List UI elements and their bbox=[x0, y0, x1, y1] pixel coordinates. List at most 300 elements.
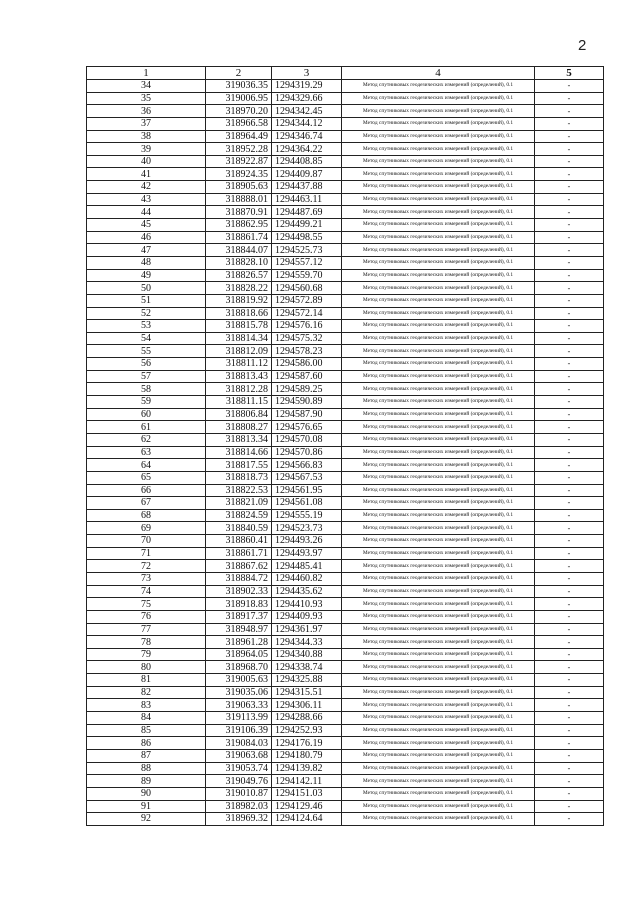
cell-y-coordinate: 1294499.21 bbox=[272, 219, 342, 232]
table-row bbox=[87, 92, 604, 105]
cell-y-coordinate: 1294139.82 bbox=[272, 762, 342, 775]
cell-column-5: - bbox=[535, 307, 604, 320]
cell-method: Метод спутниковых геодезических измерений (определений), 0.1 bbox=[342, 749, 535, 762]
cell-point-number: 45 bbox=[87, 219, 206, 232]
cell-x-coordinate: 319053.74 bbox=[206, 762, 272, 775]
cell-x-coordinate: 318840.59 bbox=[206, 522, 272, 535]
cell-point-number: 50 bbox=[87, 282, 206, 295]
cell-column-5: - bbox=[535, 787, 604, 800]
table-row bbox=[87, 433, 604, 446]
cell-point-number: 87 bbox=[87, 749, 206, 762]
cell-y-coordinate: 1294340.88 bbox=[272, 648, 342, 661]
cell-y-coordinate: 1294575.32 bbox=[272, 332, 342, 345]
table-row bbox=[87, 471, 604, 484]
cell-y-coordinate: 1294485.41 bbox=[272, 560, 342, 573]
cell-y-coordinate: 1294523.73 bbox=[272, 522, 342, 535]
cell-point-number: 44 bbox=[87, 206, 206, 219]
table-row bbox=[87, 130, 604, 143]
cell-method: Метод спутниковых геодезических измерений (определений), 0.1 bbox=[342, 193, 535, 206]
cell-y-coordinate: 1294410.93 bbox=[272, 598, 342, 611]
cell-method: Метод спутниковых геодезических измерений (определений), 0.1 bbox=[342, 547, 535, 560]
cell-method: Метод спутниковых геодезических измерений (определений), 0.1 bbox=[342, 168, 535, 181]
cell-y-coordinate: 1294587.90 bbox=[272, 408, 342, 421]
cell-method: Метод спутниковых геодезических измерений (определений), 0.1 bbox=[342, 800, 535, 813]
table-row bbox=[87, 547, 604, 560]
cell-column-5: - bbox=[535, 320, 604, 333]
cell-y-coordinate: 1294288.66 bbox=[272, 712, 342, 725]
cell-x-coordinate: 318867.62 bbox=[206, 560, 272, 573]
cell-point-number: 60 bbox=[87, 408, 206, 421]
cell-x-coordinate: 318822.53 bbox=[206, 484, 272, 497]
table-row bbox=[87, 143, 604, 156]
cell-method: Метод спутниковых геодезических измерений (определений), 0.1 bbox=[342, 699, 535, 712]
cell-x-coordinate: 318812.09 bbox=[206, 345, 272, 358]
cell-point-number: 92 bbox=[87, 813, 206, 826]
cell-x-coordinate: 318813.34 bbox=[206, 433, 272, 446]
cell-column-5: - bbox=[535, 370, 604, 383]
cell-method: Метод спутниковых геодезических измерений (определений), 0.1 bbox=[342, 471, 535, 484]
cell-y-coordinate: 1294576.16 bbox=[272, 320, 342, 333]
cell-x-coordinate: 318905.63 bbox=[206, 181, 272, 194]
cell-method: Метод спутниковых геодезических измерений (определений), 0.1 bbox=[342, 446, 535, 459]
cell-column-5: - bbox=[535, 522, 604, 535]
cell-column-5: - bbox=[535, 509, 604, 522]
cell-column-5: - bbox=[535, 674, 604, 687]
cell-x-coordinate: 318811.15 bbox=[206, 396, 272, 409]
table-row bbox=[87, 383, 604, 396]
cell-method: Метод спутниковых геодезических измерений (определений), 0.1 bbox=[342, 433, 535, 446]
cell-x-coordinate: 318964.49 bbox=[206, 130, 272, 143]
cell-y-coordinate: 1294344.33 bbox=[272, 636, 342, 649]
cell-method: Метод спутниковых геодезических измерений (определений), 0.1 bbox=[342, 421, 535, 434]
cell-y-coordinate: 1294460.82 bbox=[272, 572, 342, 585]
cell-y-coordinate: 1294435.62 bbox=[272, 585, 342, 598]
table-row bbox=[87, 396, 604, 409]
cell-method: Метод спутниковых геодезических измерений (определений), 0.1 bbox=[342, 181, 535, 194]
cell-method: Метод спутниковых геодезических измерений (определений), 0.1 bbox=[342, 661, 535, 674]
cell-x-coordinate: 318814.34 bbox=[206, 332, 272, 345]
cell-method: Метод спутниковых геодезических измерений (определений), 0.1 bbox=[342, 610, 535, 623]
cell-method: Метод спутниковых геодезических измерений (определений), 0.1 bbox=[342, 775, 535, 788]
cell-y-coordinate: 1294344.12 bbox=[272, 117, 342, 130]
cell-method: Метод спутниковых геодезических измерений (определений), 0.1 bbox=[342, 648, 535, 661]
cell-column-5: - bbox=[535, 459, 604, 472]
table-row bbox=[87, 800, 604, 813]
cell-method: Метод спутниковых геодезических измерений (определений), 0.1 bbox=[342, 358, 535, 371]
cell-column-5: - bbox=[535, 345, 604, 358]
cell-column-5: - bbox=[535, 282, 604, 295]
cell-x-coordinate: 318806.84 bbox=[206, 408, 272, 421]
cell-y-coordinate: 1294129.46 bbox=[272, 800, 342, 813]
cell-y-coordinate: 1294561.08 bbox=[272, 497, 342, 510]
cell-column-5: - bbox=[535, 585, 604, 598]
cell-point-number: 53 bbox=[87, 320, 206, 333]
cell-y-coordinate: 1294325.88 bbox=[272, 674, 342, 687]
table-row bbox=[87, 762, 604, 775]
cell-column-5: - bbox=[535, 648, 604, 661]
cell-column-5: - bbox=[535, 231, 604, 244]
cell-x-coordinate: 318828.10 bbox=[206, 256, 272, 269]
cell-y-coordinate: 1294576.65 bbox=[272, 421, 342, 434]
cell-method: Метод спутниковых геодезических измерений (определений), 0.1 bbox=[342, 636, 535, 649]
cell-column-5: - bbox=[535, 80, 604, 93]
table-row bbox=[87, 269, 604, 282]
cell-x-coordinate: 318860.41 bbox=[206, 535, 272, 548]
table-row bbox=[87, 674, 604, 687]
cell-x-coordinate: 319106.39 bbox=[206, 724, 272, 737]
cell-x-coordinate: 319035.06 bbox=[206, 686, 272, 699]
cell-x-coordinate: 319049.76 bbox=[206, 775, 272, 788]
cell-y-coordinate: 1294570.08 bbox=[272, 433, 342, 446]
table-row bbox=[87, 193, 604, 206]
cell-x-coordinate: 318818.66 bbox=[206, 307, 272, 320]
cell-column-5: - bbox=[535, 800, 604, 813]
cell-y-coordinate: 1294409.87 bbox=[272, 168, 342, 181]
cell-method: Метод спутниковых геодезических измерений (определений), 0.1 bbox=[342, 155, 535, 168]
table-row bbox=[87, 712, 604, 725]
cell-point-number: 54 bbox=[87, 332, 206, 345]
table-row bbox=[87, 459, 604, 472]
cell-y-coordinate: 1294180.79 bbox=[272, 749, 342, 762]
table-row bbox=[87, 332, 604, 345]
cell-column-5: - bbox=[535, 762, 604, 775]
cell-y-coordinate: 1294319.29 bbox=[272, 80, 342, 93]
cell-x-coordinate: 319010.87 bbox=[206, 787, 272, 800]
cell-method: Метод спутниковых геодезических измерений (определений), 0.1 bbox=[342, 117, 535, 130]
cell-column-5: - bbox=[535, 256, 604, 269]
cell-point-number: 77 bbox=[87, 623, 206, 636]
table-row bbox=[87, 787, 604, 800]
cell-column-5: - bbox=[535, 446, 604, 459]
cell-point-number: 38 bbox=[87, 130, 206, 143]
cell-point-number: 66 bbox=[87, 484, 206, 497]
cell-x-coordinate: 318968.70 bbox=[206, 661, 272, 674]
cell-method: Метод спутниковых геодезических измерений (определений), 0.1 bbox=[342, 383, 535, 396]
cell-x-coordinate: 318982.03 bbox=[206, 800, 272, 813]
cell-point-number: 80 bbox=[87, 661, 206, 674]
cell-column-5: - bbox=[535, 396, 604, 409]
cell-y-coordinate: 1294176.19 bbox=[272, 737, 342, 750]
table-row bbox=[87, 522, 604, 535]
cell-method: Метод спутниковых геодезических измерений (определений), 0.1 bbox=[342, 762, 535, 775]
table-row bbox=[87, 256, 604, 269]
cell-point-number: 82 bbox=[87, 686, 206, 699]
cell-column-5: - bbox=[535, 358, 604, 371]
cell-method: Метод спутниковых геодезических измерений (определений), 0.1 bbox=[342, 269, 535, 282]
cell-method: Метод спутниковых геодезических измерений (определений), 0.1 bbox=[342, 256, 535, 269]
cell-point-number: 81 bbox=[87, 674, 206, 687]
cell-column-5: - bbox=[535, 421, 604, 434]
table-row bbox=[87, 370, 604, 383]
cell-column-5: - bbox=[535, 484, 604, 497]
cell-column-5: - bbox=[535, 433, 604, 446]
cell-column-5: - bbox=[535, 206, 604, 219]
cell-y-coordinate: 1294586.00 bbox=[272, 358, 342, 371]
cell-x-coordinate: 319036.35 bbox=[206, 80, 272, 93]
cell-column-5: - bbox=[535, 661, 604, 674]
cell-method: Метод спутниковых геодезических измерений (определений), 0.1 bbox=[342, 408, 535, 421]
cell-x-coordinate: 318828.22 bbox=[206, 282, 272, 295]
table-row bbox=[87, 345, 604, 358]
cell-column-5: - bbox=[535, 560, 604, 573]
cell-point-number: 56 bbox=[87, 358, 206, 371]
cell-y-coordinate: 1294329.66 bbox=[272, 92, 342, 105]
cell-column-5: - bbox=[535, 712, 604, 725]
cell-method: Метод спутниковых геодезических измерений (определений), 0.1 bbox=[342, 105, 535, 118]
cell-point-number: 91 bbox=[87, 800, 206, 813]
cell-x-coordinate: 318961.28 bbox=[206, 636, 272, 649]
cell-y-coordinate: 1294567.53 bbox=[272, 471, 342, 484]
cell-point-number: 46 bbox=[87, 231, 206, 244]
cell-x-coordinate: 318924.35 bbox=[206, 168, 272, 181]
table-row bbox=[87, 699, 604, 712]
cell-point-number: 84 bbox=[87, 712, 206, 725]
cell-method: Метод спутниковых геодезических измерений (определений), 0.1 bbox=[342, 219, 535, 232]
cell-method: Метод спутниковых геодезических измерений (определений), 0.1 bbox=[342, 92, 535, 105]
cell-column-5: - bbox=[535, 813, 604, 826]
cell-column-5: - bbox=[535, 497, 604, 510]
cell-x-coordinate: 318861.71 bbox=[206, 547, 272, 560]
cell-point-number: 74 bbox=[87, 585, 206, 598]
cell-y-coordinate: 1294572.89 bbox=[272, 294, 342, 307]
cell-x-coordinate: 318815.78 bbox=[206, 320, 272, 333]
cell-point-number: 61 bbox=[87, 421, 206, 434]
cell-y-coordinate: 1294498.55 bbox=[272, 231, 342, 244]
cell-x-coordinate: 318812.28 bbox=[206, 383, 272, 396]
cell-x-coordinate: 318818.73 bbox=[206, 471, 272, 484]
cell-x-coordinate: 318966.58 bbox=[206, 117, 272, 130]
cell-x-coordinate: 318948.97 bbox=[206, 623, 272, 636]
cell-point-number: 63 bbox=[87, 446, 206, 459]
cell-point-number: 59 bbox=[87, 396, 206, 409]
cell-column-5: - bbox=[535, 408, 604, 421]
cell-y-coordinate: 1294570.86 bbox=[272, 446, 342, 459]
cell-point-number: 83 bbox=[87, 699, 206, 712]
table-row bbox=[87, 775, 604, 788]
cell-point-number: 88 bbox=[87, 762, 206, 775]
table-row bbox=[87, 168, 604, 181]
table-row bbox=[87, 181, 604, 194]
cell-point-number: 71 bbox=[87, 547, 206, 560]
cell-point-number: 69 bbox=[87, 522, 206, 535]
table-row bbox=[87, 623, 604, 636]
cell-column-5: - bbox=[535, 269, 604, 282]
table-row bbox=[87, 636, 604, 649]
cell-y-coordinate: 1294587.60 bbox=[272, 370, 342, 383]
cell-y-coordinate: 1294555.19 bbox=[272, 509, 342, 522]
cell-point-number: 67 bbox=[87, 497, 206, 510]
cell-method: Метод спутниковых геодезических измерений (определений), 0.1 bbox=[342, 585, 535, 598]
cell-point-number: 48 bbox=[87, 256, 206, 269]
table-row bbox=[87, 572, 604, 585]
table-row bbox=[87, 446, 604, 459]
cell-point-number: 64 bbox=[87, 459, 206, 472]
cell-method: Метод спутниковых геодезических измерений (определений), 0.1 bbox=[342, 484, 535, 497]
cell-x-coordinate: 318862.95 bbox=[206, 219, 272, 232]
cell-method: Метод спутниковых геодезических измерений (определений), 0.1 bbox=[342, 560, 535, 573]
table-row bbox=[87, 244, 604, 257]
cell-column-5: - bbox=[535, 383, 604, 396]
cell-point-number: 78 bbox=[87, 636, 206, 649]
cell-method: Метод спутниковых геодезических измерений (определений), 0.1 bbox=[342, 623, 535, 636]
cell-method: Метод спутниковых геодезических измерений (определений), 0.1 bbox=[342, 787, 535, 800]
cell-column-5: - bbox=[535, 737, 604, 750]
table-row bbox=[87, 358, 604, 371]
table-row bbox=[87, 560, 604, 573]
cell-method: Метод спутниковых геодезических измерений (определений), 0.1 bbox=[342, 712, 535, 725]
cell-method: Метод спутниковых геодезических измерений (определений), 0.1 bbox=[342, 231, 535, 244]
table-row bbox=[87, 724, 604, 737]
cell-point-number: 75 bbox=[87, 598, 206, 611]
table-row bbox=[87, 231, 604, 244]
table-row bbox=[87, 155, 604, 168]
cell-x-coordinate: 319063.68 bbox=[206, 749, 272, 762]
cell-x-coordinate: 318814.66 bbox=[206, 446, 272, 459]
cell-column-5: - bbox=[535, 572, 604, 585]
cell-method: Метод спутниковых геодезических измерений (определений), 0.1 bbox=[342, 724, 535, 737]
cell-method: Метод спутниковых геодезических измерений (определений), 0.1 bbox=[342, 522, 535, 535]
cell-method: Метод спутниковых геодезических измерений (определений), 0.1 bbox=[342, 572, 535, 585]
cell-point-number: 70 bbox=[87, 535, 206, 548]
cell-point-number: 62 bbox=[87, 433, 206, 446]
cell-y-coordinate: 1294342.45 bbox=[272, 105, 342, 118]
cell-y-coordinate: 1294589.25 bbox=[272, 383, 342, 396]
cell-method: Метод спутниковых геодезических измерений (определений), 0.1 bbox=[342, 396, 535, 409]
cell-x-coordinate: 318861.74 bbox=[206, 231, 272, 244]
cell-x-coordinate: 318824.59 bbox=[206, 509, 272, 522]
table-row bbox=[87, 509, 604, 522]
cell-x-coordinate: 318970.20 bbox=[206, 105, 272, 118]
table-row bbox=[87, 219, 604, 232]
cell-column-5: - bbox=[535, 168, 604, 181]
cell-y-coordinate: 1294361.97 bbox=[272, 623, 342, 636]
cell-column-5: - bbox=[535, 130, 604, 143]
cell-method: Метод спутниковых геодезических измерений (определений), 0.1 bbox=[342, 143, 535, 156]
cell-x-coordinate: 318888.01 bbox=[206, 193, 272, 206]
cell-point-number: 68 bbox=[87, 509, 206, 522]
cell-point-number: 34 bbox=[87, 80, 206, 93]
cell-y-coordinate: 1294306.11 bbox=[272, 699, 342, 712]
cell-x-coordinate: 318969.32 bbox=[206, 813, 272, 826]
cell-x-coordinate: 318826.57 bbox=[206, 269, 272, 282]
table-row bbox=[87, 294, 604, 307]
cell-column-5: - bbox=[535, 623, 604, 636]
table-row bbox=[87, 585, 604, 598]
cell-point-number: 52 bbox=[87, 307, 206, 320]
cell-method: Метод спутниковых геодезических измерений (определений), 0.1 bbox=[342, 244, 535, 257]
cell-column-5: - bbox=[535, 181, 604, 194]
cell-y-coordinate: 1294124.64 bbox=[272, 813, 342, 826]
cell-method: Метод спутниковых геодезических измерений (определений), 0.1 bbox=[342, 345, 535, 358]
header-x-coordinate: 2 bbox=[206, 67, 272, 80]
cell-y-coordinate: 1294561.95 bbox=[272, 484, 342, 497]
cell-y-coordinate: 1294590.89 bbox=[272, 396, 342, 409]
cell-column-5: - bbox=[535, 699, 604, 712]
cell-method: Метод спутниковых геодезических измерений (определений), 0.1 bbox=[342, 130, 535, 143]
cell-point-number: 76 bbox=[87, 610, 206, 623]
cell-point-number: 51 bbox=[87, 294, 206, 307]
table-row bbox=[87, 206, 604, 219]
cell-point-number: 85 bbox=[87, 724, 206, 737]
cell-column-5: - bbox=[535, 535, 604, 548]
cell-point-number: 39 bbox=[87, 143, 206, 156]
table-row bbox=[87, 282, 604, 295]
cell-column-5: - bbox=[535, 117, 604, 130]
cell-y-coordinate: 1294346.74 bbox=[272, 130, 342, 143]
cell-column-5: - bbox=[535, 155, 604, 168]
cell-method: Метод спутниковых геодезических измерений (определений), 0.1 bbox=[342, 370, 535, 383]
table-row bbox=[87, 749, 604, 762]
cell-method: Метод спутниковых геодезических измерений (определений), 0.1 bbox=[342, 320, 535, 333]
cell-y-coordinate: 1294566.83 bbox=[272, 459, 342, 472]
cell-point-number: 43 bbox=[87, 193, 206, 206]
cell-y-coordinate: 1294487.69 bbox=[272, 206, 342, 219]
cell-x-coordinate: 319006.95 bbox=[206, 92, 272, 105]
cell-point-number: 42 bbox=[87, 181, 206, 194]
cell-column-5: - bbox=[535, 547, 604, 560]
cell-x-coordinate: 318817.55 bbox=[206, 459, 272, 472]
cell-y-coordinate: 1294338.74 bbox=[272, 661, 342, 674]
cell-y-coordinate: 1294525.73 bbox=[272, 244, 342, 257]
cell-point-number: 73 bbox=[87, 572, 206, 585]
cell-point-number: 72 bbox=[87, 560, 206, 573]
cell-x-coordinate: 318811.12 bbox=[206, 358, 272, 371]
cell-point-number: 47 bbox=[87, 244, 206, 257]
cell-column-5: - bbox=[535, 143, 604, 156]
cell-method: Метод спутниковых геодезических измерений (определений), 0.1 bbox=[342, 737, 535, 750]
cell-x-coordinate: 318902.33 bbox=[206, 585, 272, 598]
table-row bbox=[87, 598, 604, 611]
cell-method: Метод спутниковых геодезических измерений (определений), 0.1 bbox=[342, 332, 535, 345]
cell-point-number: 65 bbox=[87, 471, 206, 484]
table-row bbox=[87, 813, 604, 826]
cell-x-coordinate: 319063.33 bbox=[206, 699, 272, 712]
cell-method: Метод спутниковых геодезических измерений (определений), 0.1 bbox=[342, 206, 535, 219]
cell-y-coordinate: 1294463.11 bbox=[272, 193, 342, 206]
cell-point-number: 36 bbox=[87, 105, 206, 118]
cell-x-coordinate: 318964.05 bbox=[206, 648, 272, 661]
table-row bbox=[87, 307, 604, 320]
cell-method: Метод спутниковых геодезических измерений (определений), 0.1 bbox=[342, 80, 535, 93]
cell-column-5: - bbox=[535, 610, 604, 623]
table-row bbox=[87, 408, 604, 421]
cell-method: Метод спутниковых геодезических измерений (определений), 0.1 bbox=[342, 813, 535, 826]
cell-x-coordinate: 318884.72 bbox=[206, 572, 272, 585]
header-method: 4 bbox=[342, 67, 535, 80]
cell-y-coordinate: 1294493.26 bbox=[272, 535, 342, 548]
cell-x-coordinate: 318844.07 bbox=[206, 244, 272, 257]
cell-point-number: 57 bbox=[87, 370, 206, 383]
cell-point-number: 40 bbox=[87, 155, 206, 168]
cell-x-coordinate: 319113.99 bbox=[206, 712, 272, 725]
cell-x-coordinate: 318917.37 bbox=[206, 610, 272, 623]
table-row bbox=[87, 497, 604, 510]
cell-column-5: - bbox=[535, 775, 604, 788]
cell-y-coordinate: 1294437.88 bbox=[272, 181, 342, 194]
cell-y-coordinate: 1294560.68 bbox=[272, 282, 342, 295]
cell-point-number: 79 bbox=[87, 648, 206, 661]
table-row bbox=[87, 535, 604, 548]
cell-point-number: 89 bbox=[87, 775, 206, 788]
cell-column-5: - bbox=[535, 471, 604, 484]
cell-column-5: - bbox=[535, 219, 604, 232]
cell-y-coordinate: 1294364.22 bbox=[272, 143, 342, 156]
cell-point-number: 55 bbox=[87, 345, 206, 358]
cell-x-coordinate: 318808.27 bbox=[206, 421, 272, 434]
cell-column-5: - bbox=[535, 92, 604, 105]
cell-x-coordinate: 319005.63 bbox=[206, 674, 272, 687]
cell-x-coordinate: 319084.03 bbox=[206, 737, 272, 750]
